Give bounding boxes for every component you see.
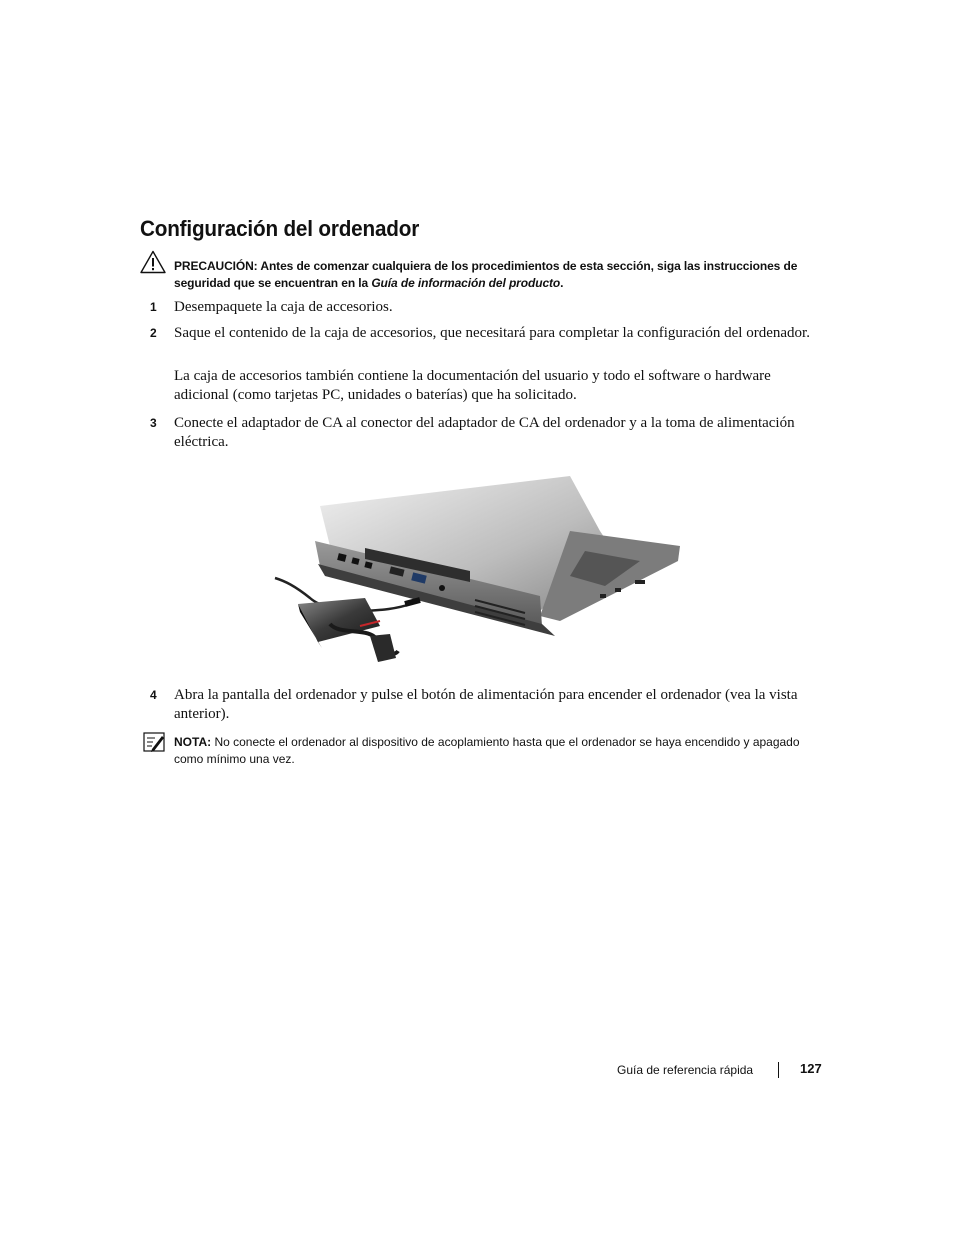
step-number: 2 <box>150 326 157 340</box>
caution-end: . <box>560 276 564 290</box>
page-title: Configuración del ordenador <box>140 216 420 241</box>
note-label: NOTA: <box>174 735 212 749</box>
footer-guide-title: Guía de referencia rápida <box>617 1063 754 1077</box>
caution-label: PRECAUCIÓN: <box>174 259 258 273</box>
footer-separator <box>778 1062 779 1078</box>
step-number: 4 <box>150 688 157 702</box>
note-message <box>174 734 814 768</box>
caution-message <box>174 258 824 292</box>
note-pencil-icon <box>143 732 165 752</box>
note-body: No conecte el ordenador al dispositivo de acoplamiento hasta que el ordenador se haya encendido y apagado como mínimo una vez. <box>174 735 800 766</box>
caution-body: Antes de comenzar cualquiera de los procedimientos de esta sección, siga las instrucciones de seguridad que se encuentran en la <box>174 259 798 290</box>
page-number: 127 <box>800 1061 822 1076</box>
step-number: 1 <box>150 300 157 314</box>
step-paragraph: La caja de accesorios también contiene la documentación del usuario y todo el software o hardware adicional (como tarjetas PC, unidades o baterías) que ha solicitado. <box>174 368 771 403</box>
step-text: Saque el contenido de la caja de accesorios, que necesitará para completar la configuración del ordenador. <box>174 325 810 341</box>
step-text: Abra la pantalla del ordenador y pulse el botón de alimentación para encender el ordenador (vea la vista anterior). <box>174 687 798 722</box>
step-text: Conecte el adaptador de CA al conector del adaptador de CA del ordenador y a la toma de alimentación eléctrica. <box>174 415 795 450</box>
warning-triangle-icon <box>140 250 166 274</box>
laptop-ac-adapter-illustration <box>270 476 685 672</box>
step-text: Desempaquete la caja de accesorios. <box>174 299 393 315</box>
guide-title: Guía de información del producto <box>371 276 561 290</box>
step-number: 3 <box>150 416 157 430</box>
